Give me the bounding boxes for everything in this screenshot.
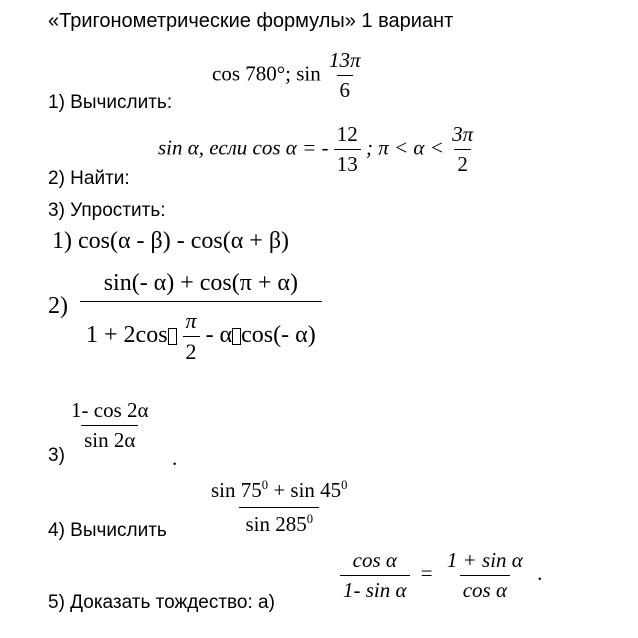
task3-item2-den-left: 1 + 2cos [86, 322, 168, 349]
task1-expr-left: cos 780°; sin [212, 61, 321, 86]
task1-frac-den: 6 [337, 75, 354, 103]
task3-item3-num: 1- cos 2α [71, 398, 149, 422]
task2-frac1-num: 12 [336, 122, 358, 146]
task5-dot: . [537, 561, 543, 586]
task3-item2-den-right: - α [205, 322, 233, 349]
task5-equals: = [420, 561, 433, 586]
task2-fraction-1 [334, 122, 361, 177]
task2-frac2-den: 2 [454, 149, 471, 177]
task4-label: 4) Вычислить [48, 520, 167, 541]
task2-fraction-2 [449, 122, 476, 177]
task2-lead: sin α, если cos α = - [158, 135, 329, 160]
task1-label: 1) Вычислить: [48, 92, 173, 113]
task3-item2-numerator: sin(- α) + cos(π + α) [103, 270, 298, 296]
task5-rhs: $\frac{\text{1 + sin α}}{\text{cos α}}$ [446, 548, 523, 602]
task2-expression [158, 122, 476, 177]
task5-label: 5) Доказать тождество: а) [48, 592, 275, 613]
task2-label: 2) Найти: [48, 168, 130, 189]
task3-item2-inner-frac [183, 308, 200, 365]
task3-item3-fraction [68, 398, 152, 453]
task3-item2-den-tail: cos(- α) [241, 322, 316, 349]
task3-item2-denominator [80, 301, 322, 365]
task3-item2-label: 2) [48, 293, 68, 319]
task1-expression [212, 48, 364, 103]
task3-item2-inner-den: 2 [183, 336, 200, 365]
task5-identity [340, 548, 542, 603]
task4-denominator: $\sin 285^0$ [239, 507, 319, 537]
task3-item3-den: sin 2α [81, 425, 138, 453]
task1-frac-num: 13π [328, 48, 361, 72]
task4-numerator: $\sin 75^0 + \sin 45^0$ [211, 478, 348, 502]
task3-item1: 1) cos(α - β) - cos(α + β) [52, 228, 290, 254]
task1-fraction [326, 48, 364, 103]
task3-label: 3) Упростить: [48, 200, 166, 221]
worksheet-title: «Тригонометрические формулы» 1 вариант [48, 10, 454, 32]
bracket-placeholder-icon [232, 328, 241, 345]
task3-item2-fraction [80, 270, 322, 365]
task3-item3-dot: . [172, 446, 178, 470]
task4-fraction [205, 478, 353, 537]
bracket-placeholder-icon [168, 328, 177, 345]
task2-frac2-num: 3π [452, 122, 474, 146]
task2-frac1-den: 13 [334, 149, 361, 177]
task3-item3-label: 3) [48, 445, 65, 466]
task5-lhs: $\frac{\text{cos α}}{\text{1- sin α}}$ [340, 548, 410, 603]
task2-middle: ; π < α < [365, 135, 444, 160]
task3-item2-inner-num: π [185, 308, 197, 333]
